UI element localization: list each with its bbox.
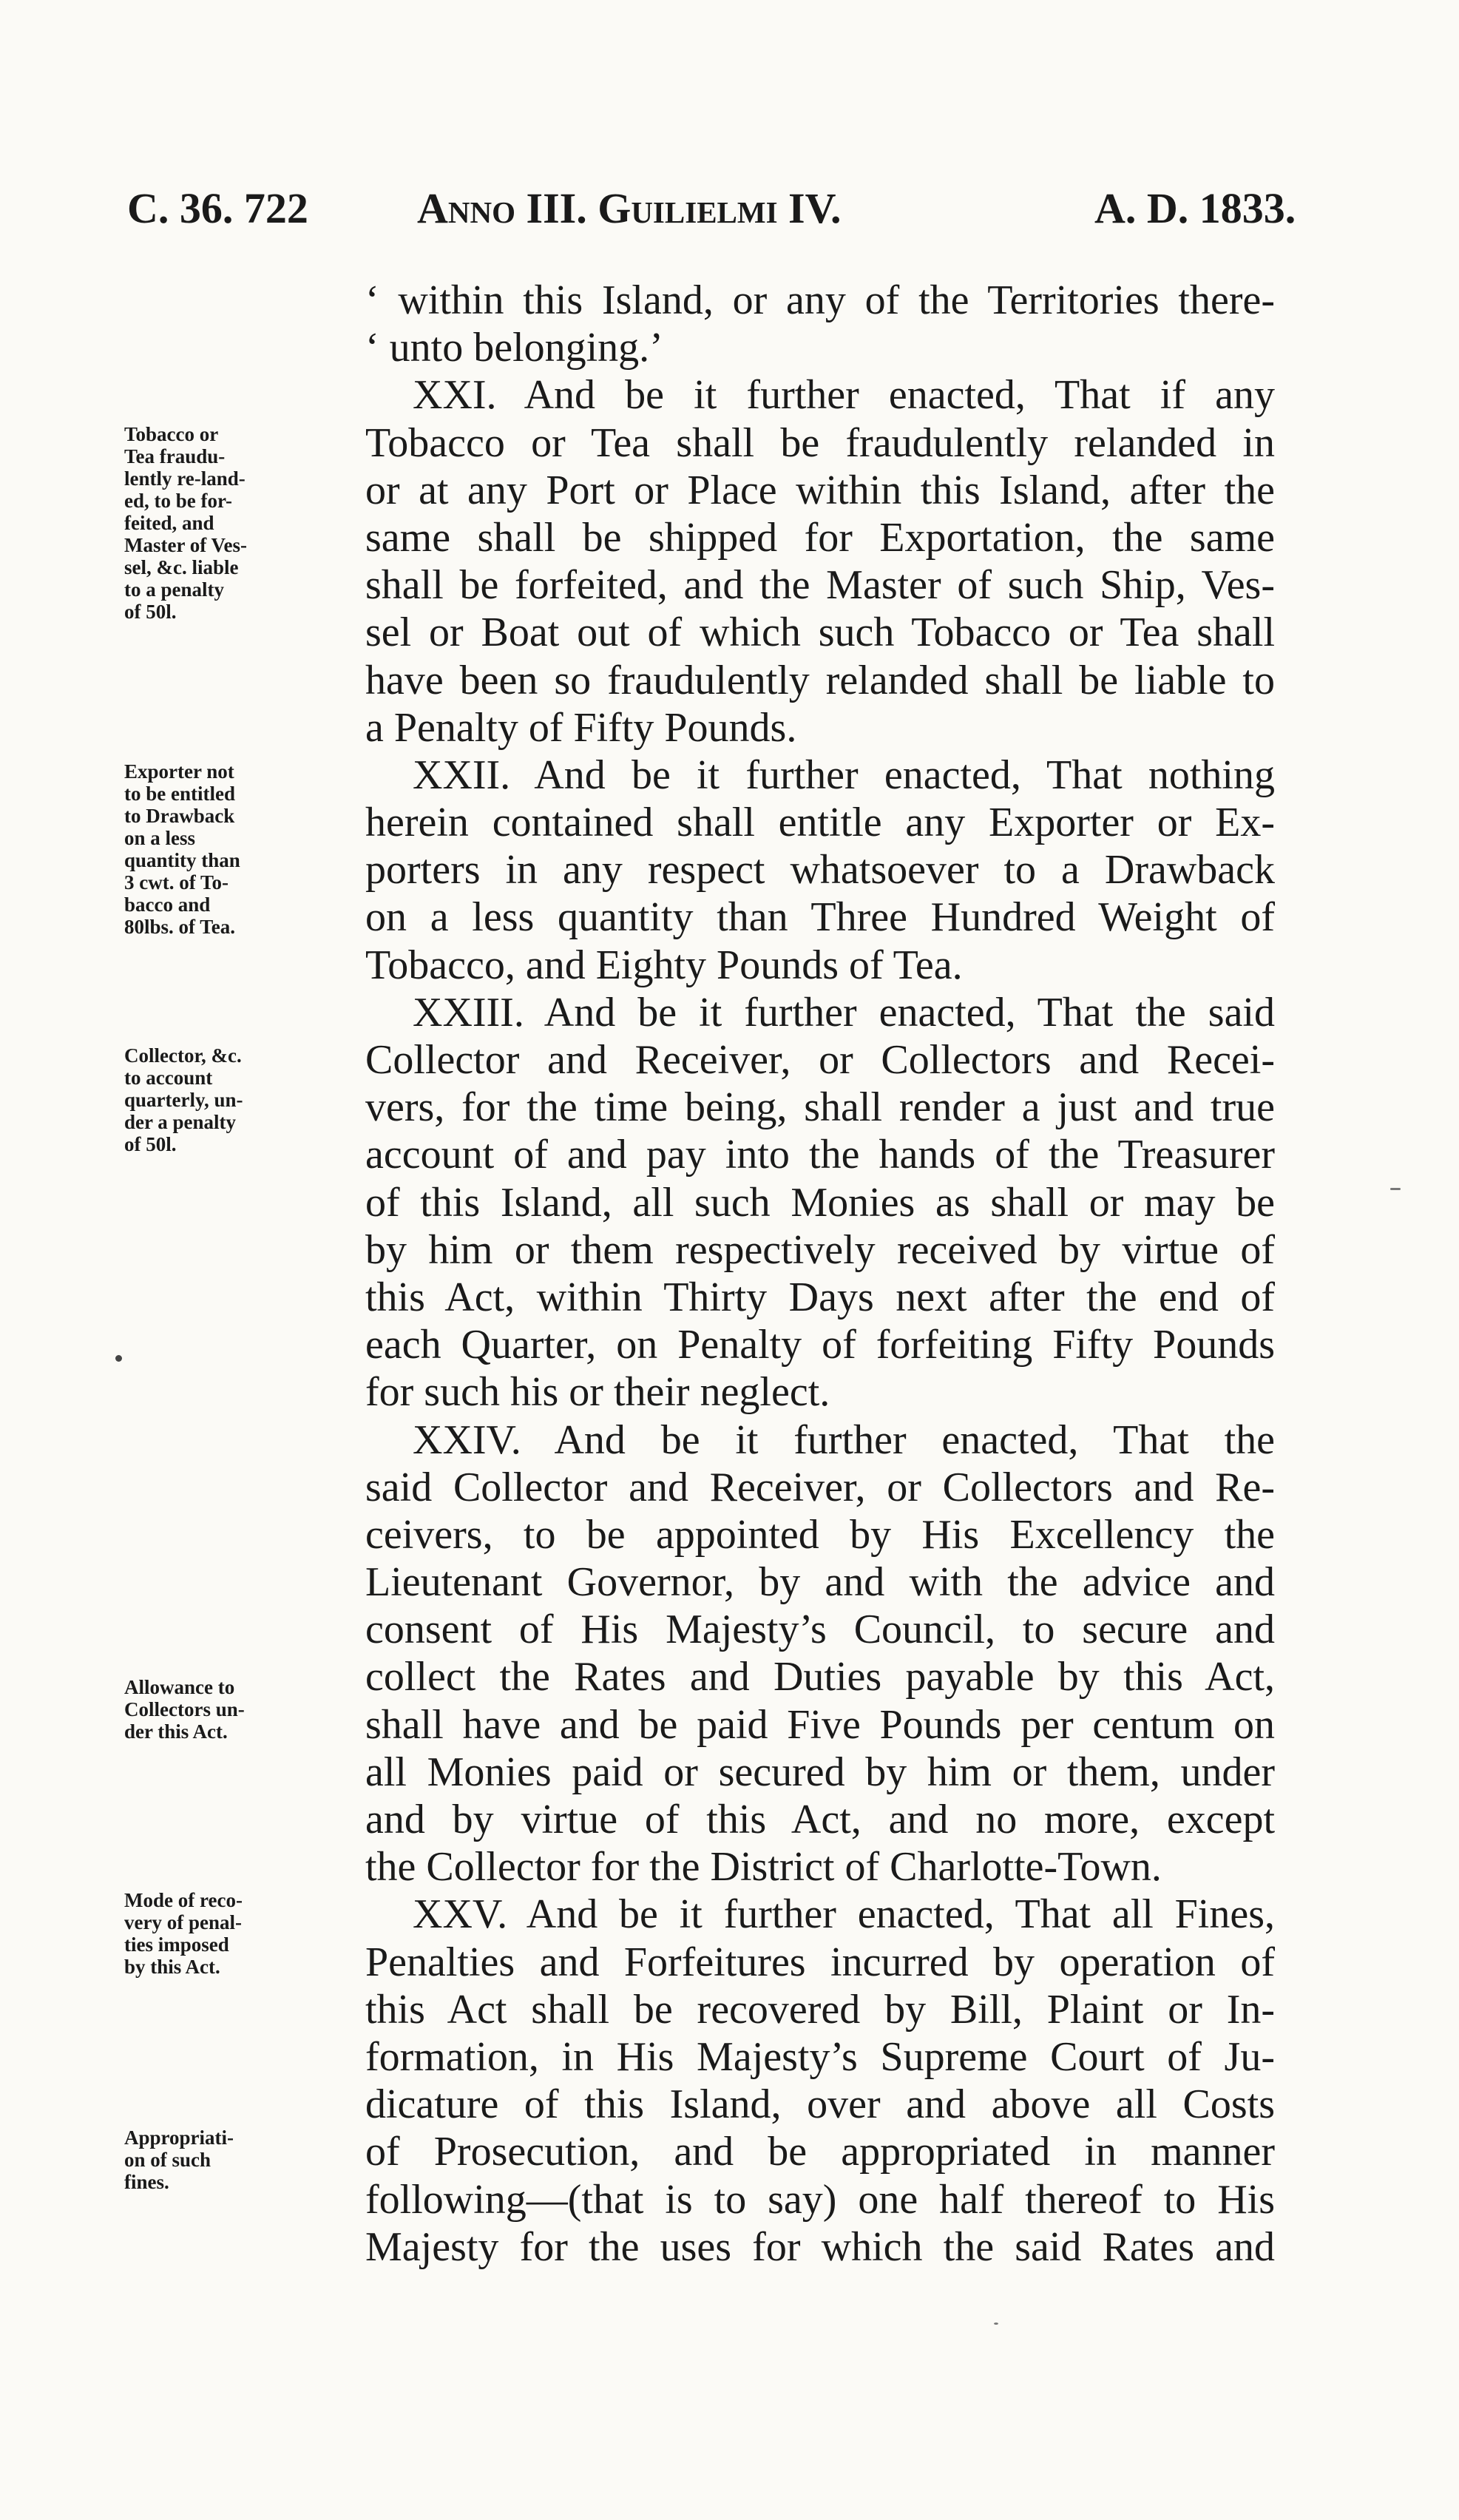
margin-note-line: 80lbs. of Tea. — [124, 916, 236, 938]
margin-note-recovery — [124, 1889, 353, 1978]
margin-note-line: to Drawback — [124, 805, 235, 827]
text-line: this Act, within Thirty Days next after the end of — [365, 1274, 1275, 1320]
margin-note-line: Mode of reco- — [124, 1889, 243, 1911]
year-of-act: A. D. 1833. — [1094, 184, 1296, 232]
margin-note-line: on of such — [124, 2149, 211, 2171]
text-line: or at any Port or Place within this Island, after the — [365, 467, 1275, 513]
text-line: this Act shall be recovered by Bill, Plaint or In- — [365, 1986, 1275, 2033]
text-line: on a less quantity than Three Hundred Weight of — [365, 894, 1275, 941]
text-line: for such his or their neglect. — [365, 1369, 830, 1416]
margin-note-tobacco-relanded — [124, 423, 353, 623]
text-line: and by virtue of this Act, and no more, except — [365, 1797, 1275, 1842]
margin-note-line: der a penalty — [124, 1111, 237, 1133]
text-line: Tobacco, and Eighty Pounds of Tea. — [365, 942, 963, 988]
margin-note-line: 3 cwt. of To- — [124, 871, 229, 894]
margin-note-line: der this Act. — [124, 1720, 228, 1743]
text-line: ‘ within this Island, or any of the Territories there- — [365, 277, 1275, 323]
margin-note-line: quarterly, un- — [124, 1089, 243, 1111]
margin-note-line: Tobacco or — [124, 423, 219, 445]
text-line: account of and pay into the hands of the Treasurer — [365, 1132, 1275, 1178]
margin-note-collector-account — [124, 1044, 353, 1155]
ink-speck — [994, 2323, 998, 2325]
margin-note-line: Collectors un- — [124, 1698, 245, 1720]
margin-note-line: Allowance to — [124, 1676, 235, 1698]
margin-note-line: to be entitled — [124, 783, 235, 805]
regnal-year: Anno III. Guilielmi IV. — [417, 184, 842, 232]
text-line: vers, for the time being, shall render a just and true — [365, 1084, 1275, 1131]
text-line: formation, in His Majesty’s Supreme Court of Ju- — [365, 2033, 1275, 2080]
text-line: porters in any respect whatsoever to a Drawback — [365, 847, 1275, 894]
margin-note-line: to account — [124, 1067, 213, 1089]
text-line: of Prosecution, and be appropriated in manner — [365, 2129, 1275, 2175]
text-line: collect the Rates and Duties payable by this Act, — [365, 1654, 1275, 1700]
ink-speck — [115, 1355, 122, 1362]
chapter-page-number: C. 36. 722 — [127, 184, 308, 232]
text-line: Penalties and Forfeitures incurred by operation of — [365, 1939, 1275, 1985]
margin-note-line: Master of Ves- — [124, 534, 247, 556]
text-line: of this Island, all such Monies as shall or may be — [365, 1179, 1275, 1226]
margin-note-line: bacco and — [124, 894, 211, 916]
text-line: by him or them respectively received by virtue of — [365, 1226, 1275, 1273]
text-line: Lieutenant Governor, by and with the advice and — [365, 1559, 1275, 1606]
margin-note-line: feited, and — [124, 512, 214, 534]
body-text — [365, 277, 1275, 2271]
margin-note-line: to a penalty — [124, 578, 224, 601]
margin-note-line: Tea fraudu- — [124, 445, 226, 467]
margin-note-line: Exporter not — [124, 760, 234, 783]
text-line: same shall be shipped for Exportation, the same — [365, 514, 1275, 561]
margin-note-line: ties imposed — [124, 1933, 229, 1956]
text-line: a Penalty of Fifty Pounds. — [365, 704, 797, 751]
margin-note-line: lently re-land- — [124, 467, 246, 490]
margin-note-line: ed, to be for- — [124, 490, 232, 512]
margin-note-line: Appropriati- — [124, 2127, 234, 2149]
margin-note-line: Collector, &c. — [124, 1044, 242, 1067]
margin-note-line: quantity than — [124, 849, 240, 871]
text-line: ‘ unto belonging.’ — [365, 325, 663, 371]
text-line: Collector and Receiver, or Collectors and Recei- — [365, 1037, 1275, 1083]
text-line: consent of His Majesty’s Council, to secure and — [365, 1607, 1275, 1653]
margin-note-line: sel, &c. liable — [124, 556, 239, 578]
section-xxiii-start: XXIII. And be it further enacted, That the said — [413, 989, 1275, 1036]
section-xxi-start: XXI. And be it further enacted, That if any — [413, 372, 1275, 419]
text-line: the Collector for the District of Charlotte-Town. — [365, 1844, 1162, 1891]
text-line: all Monies paid or secured by him or them, under — [365, 1749, 1275, 1795]
margin-note-line: fines. — [124, 2171, 169, 2193]
section-xxii-start: XXII. And be it further enacted, That nothing — [413, 751, 1275, 798]
margin-note-allowance — [124, 1676, 353, 1743]
margin-note-line: of 50l. — [124, 601, 177, 623]
running-header — [127, 183, 1296, 243]
text-line: herein contained shall entitle any Exporter or Ex- — [365, 800, 1275, 846]
text-line: each Quarter, on Penalty of forfeiting Fifty Pounds — [365, 1322, 1275, 1368]
text-line: dicature of this Island, over and above all Costs — [365, 2081, 1275, 2128]
text-line: shall be forfeited, and the Master of such Ship, Ves- — [365, 562, 1275, 609]
text-line: have been so fraudulently relanded shall be liable to — [365, 657, 1275, 703]
margin-note-line: by this Act. — [124, 1956, 220, 1978]
text-line: shall have and be paid Five Pounds per centum on — [365, 1701, 1275, 1748]
ink-speck — [1390, 1188, 1401, 1190]
text-line: following—(that is to say) one half thereof to His — [365, 2176, 1275, 2223]
margin-note-line: very of penal- — [124, 1911, 242, 1933]
margin-note-line: of 50l. — [124, 1133, 177, 1155]
section-xxv-start: XXV. And be it further enacted, That all Fines, — [413, 1891, 1275, 1938]
margin-note-line: on a less — [124, 827, 196, 849]
margin-note-appropriation — [124, 2127, 353, 2193]
margin-note-exporter-drawback — [124, 760, 353, 938]
text-line: ceivers, to be appointed by His Excellency the — [365, 1511, 1275, 1558]
text-line: Tobacco or Tea shall be fraudulently relanded in — [365, 419, 1275, 466]
text-line: sel or Boat out of which such Tobacco or Tea shall — [365, 609, 1275, 656]
section-xxiv-start: XXIV. And be it further enacted, That the — [413, 1416, 1275, 1463]
text-line: said Collector and Receiver, or Collectors and Re- — [365, 1464, 1275, 1510]
text-line: Majesty for the uses for which the said Rates and — [365, 2223, 1275, 2270]
